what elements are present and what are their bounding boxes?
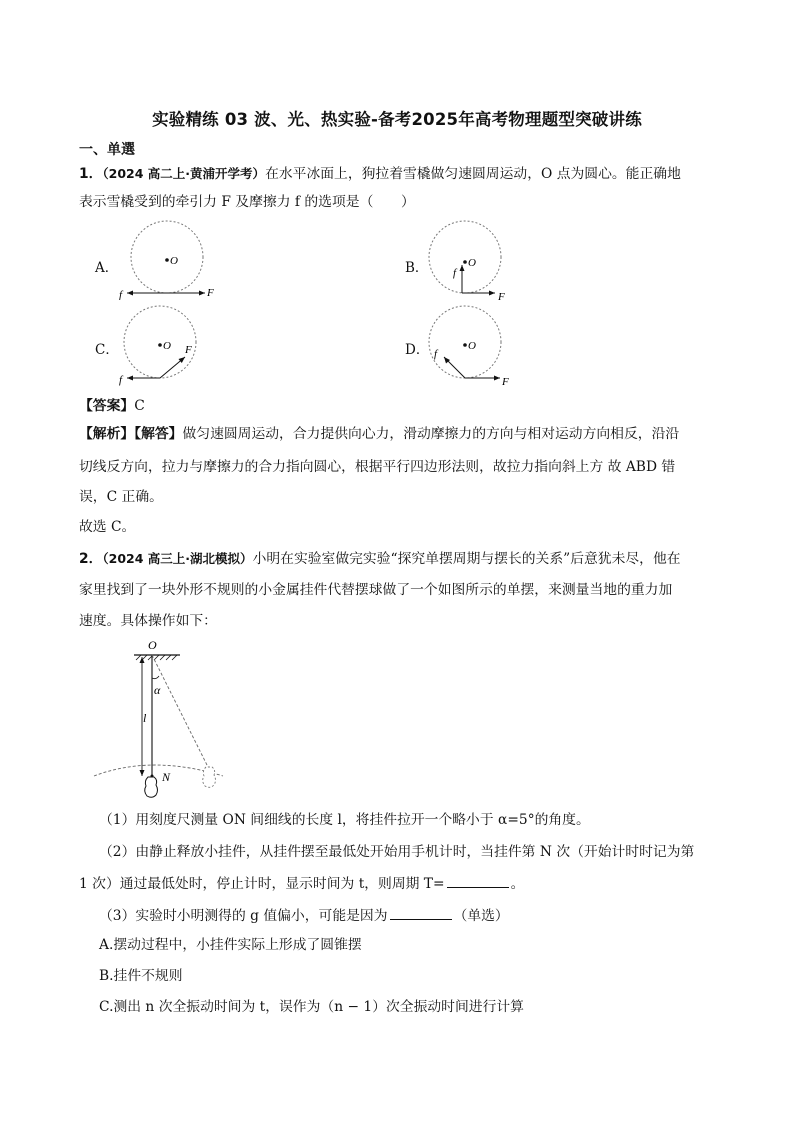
q2-number: 2． [79,551,103,567]
option-c-label: C． [95,342,119,358]
label-o: O [163,340,171,352]
q1-stem-text1: 在水平冰面上，狗拉着雪橇做匀速圆周运动，O 点为圆心。能正确地 [265,166,681,182]
q1-analysis-line1 [79,424,679,444]
angle-arc [152,676,159,679]
q2-choice-a: A.摆动过程中，小挂件实际上形成了圆锥摆 [99,937,362,953]
analysis-tag: 【解析】【解答】 [79,426,183,442]
page-title: 实验精练 03 波、光、热实验-备考2025年高考物理题型突破讲练 [152,110,642,129]
label-f: f [453,267,457,279]
analysis-text1: 做匀速圆周运动，合力提供向心力，滑动摩擦力的方向与相对运动方向相反，沿沿 [182,426,680,442]
option-b-label: B． [405,260,429,276]
q2-step2-line2 [79,873,524,894]
label-o: O [170,255,178,267]
pendulum-figure [88,636,238,806]
q2-step2-end: 。 [510,876,525,892]
q2-stem-text1: 小明在实验室做完实验“探究单摆周期与摆长的关系”后意犹未尽，他在 [252,551,681,567]
label-F: F [502,376,509,388]
q2-choice-b: B.挂件不规则 [99,968,183,984]
option-d-label: D． [405,342,430,358]
label-F: F [207,287,214,299]
q2-step3-end: （单选） [453,908,509,924]
metal-charm [145,777,158,797]
q1-stem-line1 [79,164,681,184]
label-alpha: α [154,683,161,697]
answer-tag: 【答案】 [79,398,135,414]
label-f: f [119,374,123,386]
circle-path [124,306,196,378]
q2-stem-line2: 家里找到了一块外形不规则的小金属挂件代替摆球做了一个如图所示的单摆，来测量当地的重力加 [79,582,673,598]
option-d-figure [420,305,530,390]
q1-answer [79,396,145,416]
q2-stem-line1 [79,549,681,569]
section-heading: 一、单選 [79,142,135,158]
arrow-f-up [460,265,465,271]
center-point [158,343,162,347]
arrow-F-right [489,291,495,296]
option-c-figure [115,305,225,390]
arrow-F-right [199,291,205,296]
answer-value: C [134,398,145,414]
label-pivot-o: O [148,638,157,652]
q2-source: （2024 高三上·湖北模拟） [102,551,253,566]
string-displaced [152,655,208,767]
q1-analysis-line3: 误，C 正确。 [79,489,163,505]
label-n: N [162,770,171,784]
q1-conclusion: 故选 C。 [79,519,136,535]
q1-source: （2024 高二上·黄浦开学考） [102,166,266,181]
q1-number: 1． [79,166,103,182]
label-F: F [185,344,192,356]
circle-path [429,306,501,378]
center-point [463,343,467,347]
arrow-f-left [127,376,133,381]
answer-blank-reason[interactable] [390,905,452,920]
option-b-figure [420,220,530,305]
label-o: O [468,257,476,269]
q2-step2-text: 1 次）通过最低处时，停止计时，显示时间为 t，则周期 T= [79,876,445,892]
arrow-f-left [127,291,133,296]
length-arrow-bottom [140,770,145,776]
arrow-F-right [494,376,500,381]
q2-step3 [99,905,509,926]
label-f: f [119,289,123,300]
q2-step1: （1）用刻度尺测量 ON 间细线的长度 l，将挂件拉开一个略小于 α=5°的角度。 [99,812,590,828]
option-a-label: A． [95,260,119,276]
q1-stem-line2: 表示雪橇受到的牵引力 F 及摩擦力 f 的选项是（ ） [79,194,415,210]
option-a-figure [115,220,225,300]
label-o: O [468,340,476,352]
label-F: F [498,291,505,303]
q1-analysis-line2: 切线反方向，拉力与摩擦力的合力指向圆心，根据平行四边形法则，故拉力指向斜上方 故 ABD 错 [79,459,676,475]
circle-path [131,221,203,293]
center-point [463,260,467,264]
center-point [165,258,169,262]
q2-choice-c: C.测出 n 次全振动时间为 t，误作为（n − 1）次全振动时间进行计算 [99,999,524,1015]
label-f: f [434,348,438,360]
q2-stem-line3: 速度。具体操作如下： [79,613,217,629]
q2-step2-line1: （2）由静止释放小挂件，从挂件摆至最低处开始用手机计时，当挂件第 N 次（开始计时时记为第 [99,844,695,860]
metal-charm-displaced [203,767,216,787]
q2-step3-text: （3）实验时小明测得的 g 值偏小，可能是因为 [99,908,388,924]
label-length: l [143,711,147,725]
answer-blank-period[interactable] [447,873,509,888]
circle-path [429,221,501,293]
